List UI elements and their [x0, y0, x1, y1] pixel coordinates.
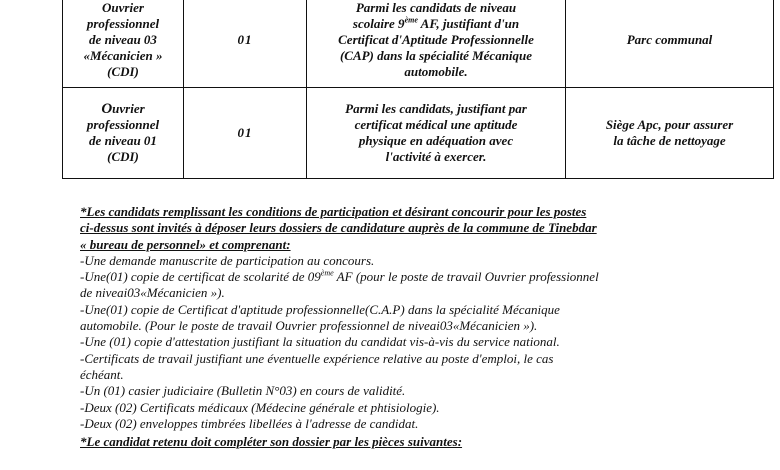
requirements-lead-line: *Les candidats remplissant les conditions de participation et désirant concourir pour les postes — [80, 204, 587, 219]
requirements-lead-line: « bureau de personnel» et comprenant: — [80, 236, 291, 252]
workplace-line: Parc communal — [626, 32, 713, 47]
condition-line: automobile. — [404, 64, 468, 79]
condition-line: scolaire 9ème AF, justifiant d'un — [352, 15, 520, 31]
condition-line: Certificat d'Aptitude Professionnelle — [338, 32, 534, 47]
position-title-line: (CDI) — [107, 64, 139, 79]
requirement-item: de niveai03«Mécanicien »). — [80, 285, 225, 301]
requirement-item: -Une demande manuscrite de participation au concours. — [80, 252, 375, 268]
table-row — [63, 0, 774, 88]
workplace-line: la tâche de nettoyage — [613, 133, 726, 148]
requirement-item: -Deux (02) enveloppes timbrées libellées à l'adresse de candidat. — [80, 415, 419, 431]
position-title-cell — [63, 88, 184, 179]
position-title-line: de niveau 03 — [89, 32, 157, 47]
conditions-cell — [307, 0, 566, 88]
drop-letter: O — [101, 101, 113, 117]
position-title-line: professionnel — [86, 117, 160, 132]
application-requirements — [80, 204, 740, 450]
position-count-cell: 01 — [184, 88, 307, 179]
condition-line: Parmi les candidats, justifiant par — [345, 101, 527, 116]
position-title-cell — [63, 0, 184, 88]
condition-line: (CAP) dans la spécialité Mécanique — [339, 48, 533, 63]
workplace-cell — [566, 0, 774, 88]
condition-line: certificat médical une aptitude — [354, 117, 518, 132]
job-positions-table — [62, 0, 774, 179]
requirement-item: -Une(01) copie de certificat de scolarité de 09ème AF (pour le poste de travail Ouvrier professionnel — [80, 268, 599, 285]
requirement-item: échéant. — [80, 366, 124, 382]
condition-line: l'activité à exercer. — [385, 149, 487, 164]
condition-line: physique en adéquation avec — [358, 133, 514, 148]
position-title-line: professionnel — [86, 16, 160, 31]
position-title-line: (CDI) — [107, 149, 139, 164]
workplace-cell — [566, 88, 774, 179]
position-title-line: de niveau 01 — [89, 133, 157, 148]
requirement-item: -Une(01) copie de Certificat d'aptitude professionnelle(C.A.P) dans la spécialité Mécanique — [80, 301, 560, 317]
requirements-lead-line: ci-dessus sont invités à déposer leurs dossiers de candidature auprès de la commune de Tinebdar — [80, 220, 597, 236]
additional-documents-lead: *Le candidat retenu doit compléter son dossier par les pièces suivantes: — [80, 434, 463, 450]
requirement-item: automobile. (Pour le poste de travail Ouvrier professionnel de niveai03«Mécanicien »). — [80, 318, 538, 334]
position-title-line: Ouvrier — [102, 0, 144, 15]
position-title-line: «Mécanicien » — [83, 48, 163, 63]
requirement-item: -Une (01) copie d'attestation justifiant la situation du candidat vis-à-vis du service national. — [80, 334, 560, 350]
requirement-item: -Certificats de travail justifiant une éventuelle expérience relative au poste d'emploi, le cas — [80, 350, 554, 366]
requirement-item: -Deux (02) Certificats médicaux (Médecine générale et phtisiologie). — [80, 399, 440, 415]
workplace-line: Siège Apc, pour assurer — [605, 117, 734, 132]
requirement-item: -Un (01) casier judiciaire (Bulletin N°03) en cours de validité. — [80, 383, 406, 399]
condition-line: Parmi les candidats de niveau — [355, 0, 517, 15]
conditions-cell — [307, 88, 566, 179]
position-count-cell: 01 — [184, 0, 307, 88]
table-row — [63, 88, 774, 179]
position-title-line — [69, 101, 177, 117]
position-title-rest: uvrier — [112, 101, 145, 116]
